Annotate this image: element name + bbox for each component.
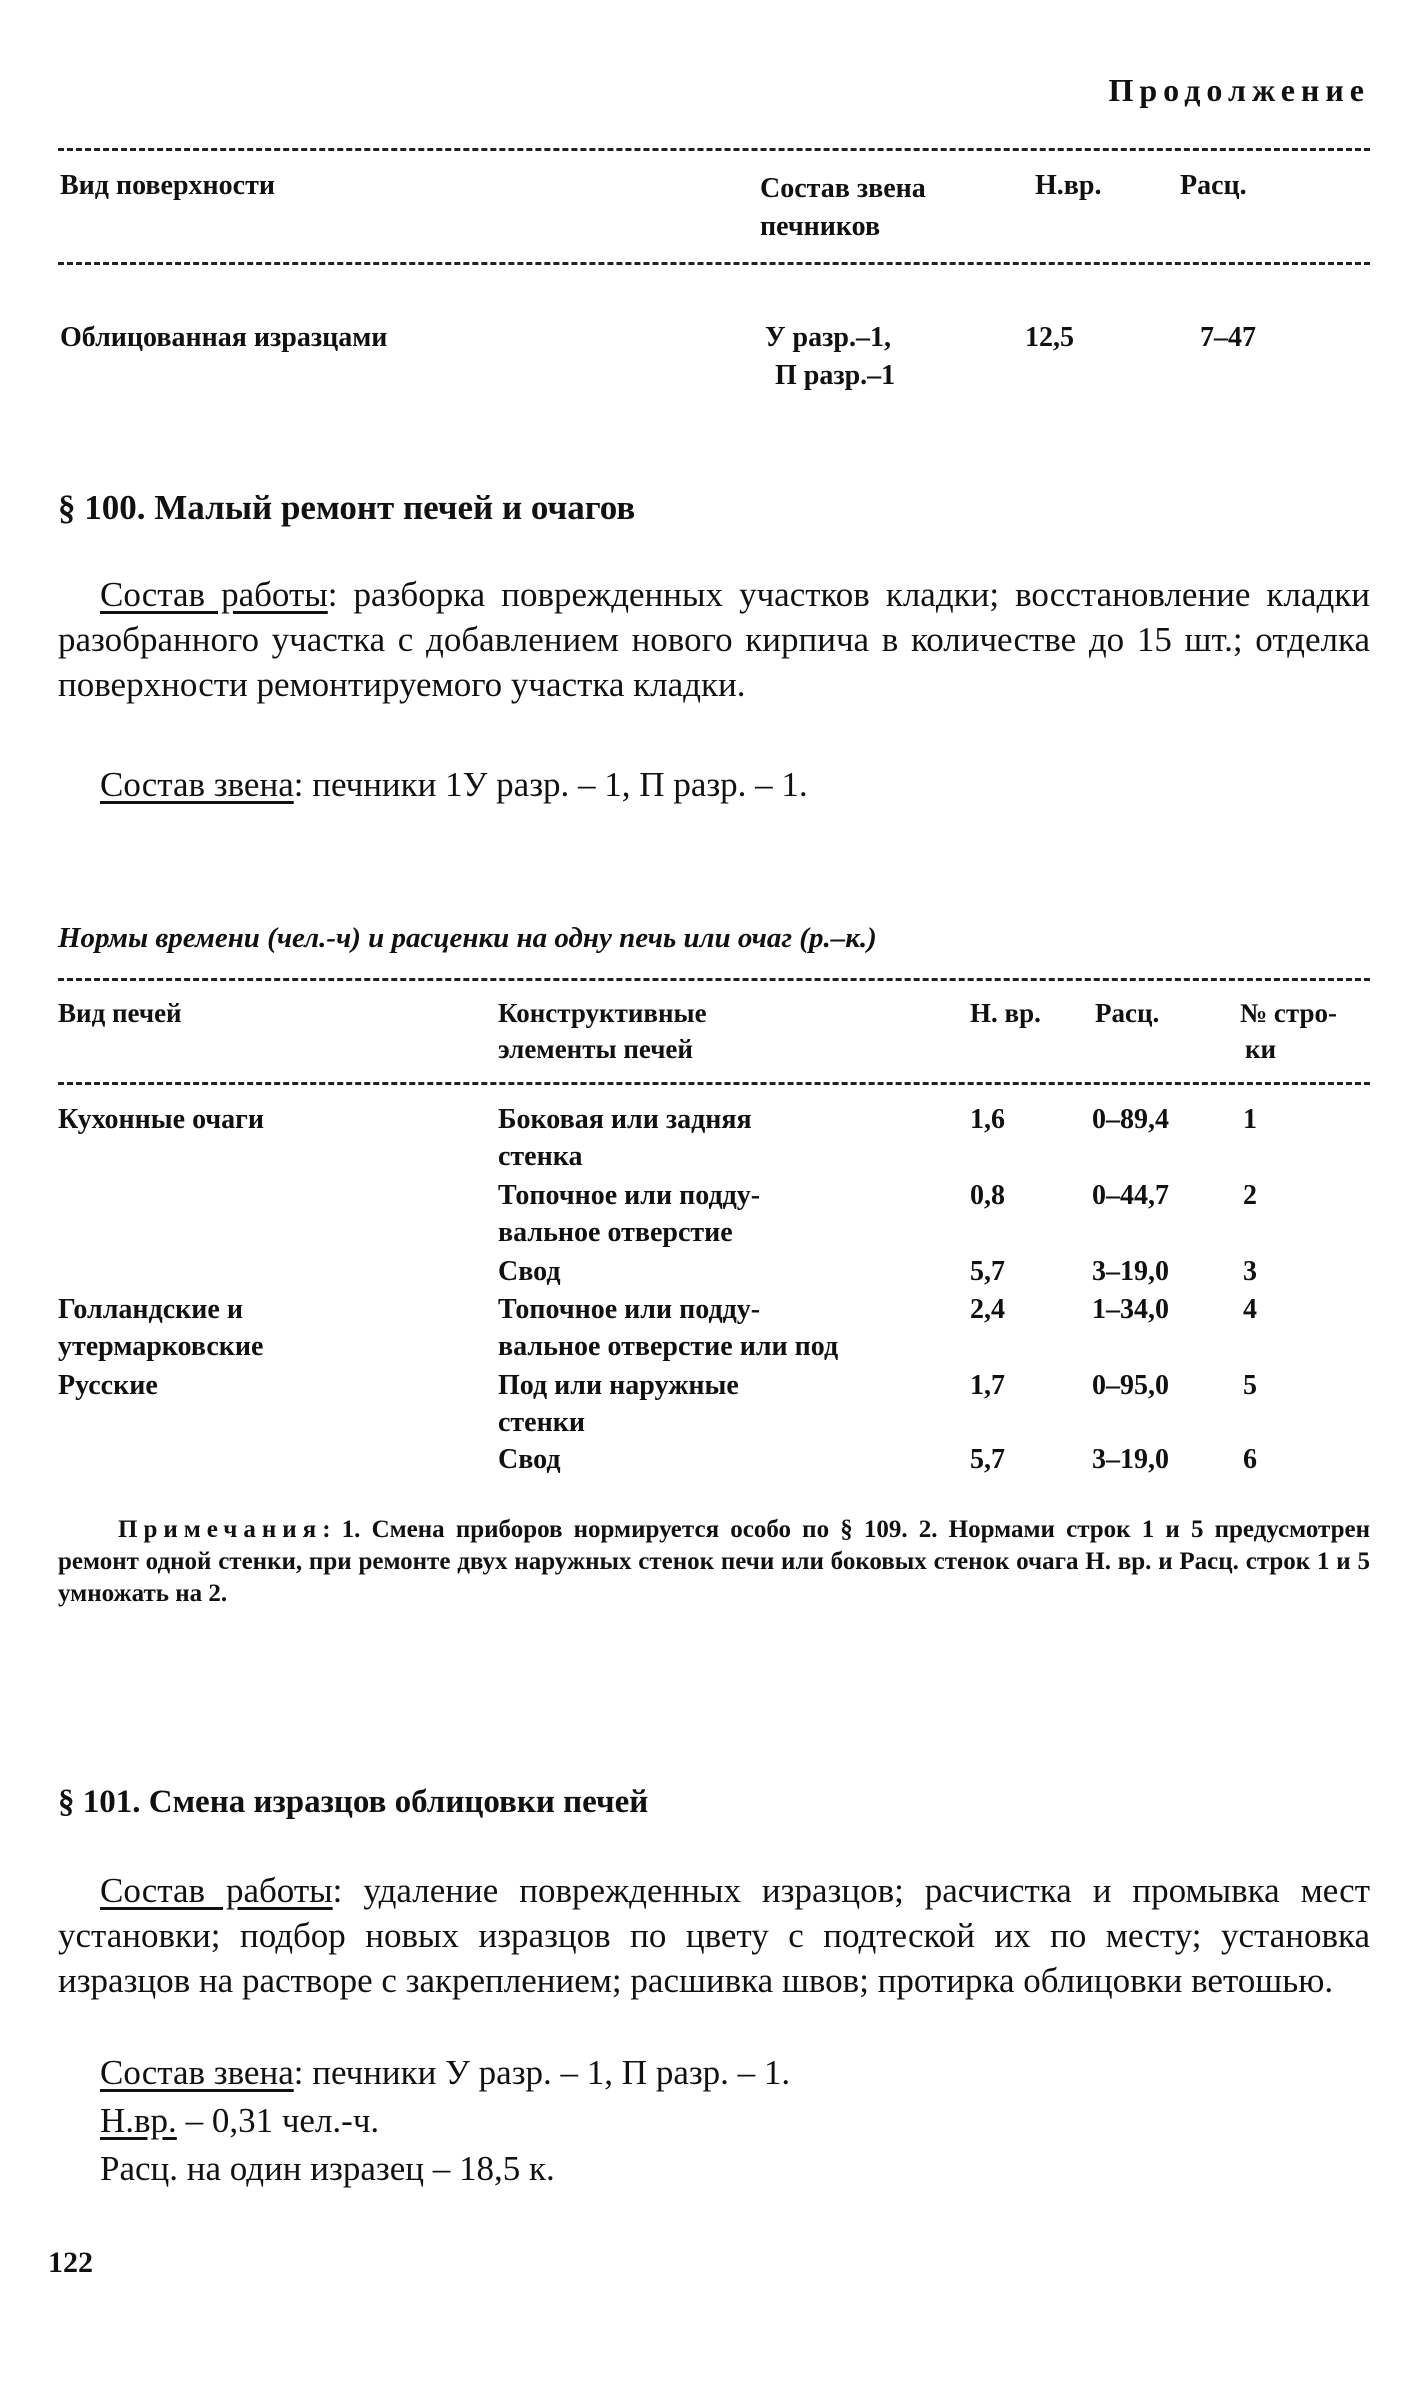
- norms-row-1-num: 1: [1243, 1104, 1257, 1135]
- section-100-crew: [100, 762, 808, 807]
- norms-row-2-hvr: 0,8: [970, 1180, 1005, 1211]
- norms-row-5-element-1: Под или наружные: [498, 1370, 739, 1401]
- norms-row-5-element-2: стенки: [498, 1407, 586, 1438]
- norms-header-num-2: ки: [1245, 1034, 1277, 1064]
- norms-row-3-rate: 3–19,0: [1092, 1256, 1169, 1287]
- norms-row-2-element-2: вальное отверстие: [498, 1217, 733, 1248]
- top-table-rule-mid: [58, 262, 1370, 265]
- norms-row-4-type-2: утермарковские: [58, 1331, 264, 1362]
- top-row-crew-2: П разр.–1: [775, 360, 896, 391]
- section-101-rate: Расц. на один изразец – 18,5 к.: [100, 2149, 555, 2188]
- top-row-surface: Облицованная изразцами: [60, 322, 388, 353]
- norms-row-6-hvr: 5,7: [970, 1444, 1005, 1475]
- norms-row-1-element-1: Боковая или задняя: [498, 1104, 752, 1135]
- section-101-title: § 101. Смена изразцов облицовки печей: [58, 1784, 649, 1820]
- section-100-work-text: : разборка поврежденных участков кладки; восстановление кладки разобранного участка с добавлением нового кирпича в количестве до 15 шт.; отделка поверхности ремонтируемого участка кладки.: [58, 575, 1370, 704]
- norms-row-5-num: 5: [1243, 1370, 1257, 1401]
- section-101-work-label: Состав работы: [100, 1871, 333, 1910]
- norms-row-3-num: 3: [1243, 1256, 1257, 1287]
- section-100-work-label: Состав работы: [100, 575, 328, 614]
- section-101-hvr-text: – 0,31 чел.-ч.: [176, 2101, 380, 2140]
- norms-header-hvr: Н. вр.: [970, 998, 1041, 1028]
- page-number: 122: [48, 2246, 93, 2279]
- norms-rule-top: [58, 978, 1370, 981]
- notes-text: : 1. Смена приборов нормируется особо по § 109. 2. Нормами строк 1 и 5 предусмотрен ремонт одной стенки, при ремонте двух наружных стенок печи или боковых стенок очага Н. вр. и Расц. строк 1 и 5 умножать на 2.: [58, 1516, 1370, 1607]
- norms-row-3-hvr: 5,7: [970, 1256, 1005, 1287]
- norms-header-element-2: элементы печей: [498, 1034, 693, 1064]
- norms-header-rate: Расц.: [1095, 998, 1160, 1028]
- norms-row-6-element-1: Свод: [498, 1444, 561, 1475]
- norms-row-5-rate: 0–95,0: [1092, 1370, 1169, 1401]
- norms-row-3-element-1: Свод: [498, 1256, 561, 1287]
- norms-row-6-rate: 3–19,0: [1092, 1444, 1169, 1475]
- norms-table-caption: Нормы времени (чел.-ч) и расценки на одну печь или очаг (р.–к.): [58, 922, 877, 954]
- norms-header-num-1: № стро-: [1240, 998, 1337, 1028]
- section-101-hvr: [100, 2098, 379, 2143]
- top-row-hvr: 12,5: [1025, 322, 1074, 353]
- section-101-work-text: : удаление поврежденных изразцов; расчистка и промывка мест установки; подбор новых изразцов по цвету с подтеской их по месту; установка изразцов на растворе с закреплением; расшивка швов; протирка облицовки ветошью.: [58, 1871, 1370, 2000]
- section-100-work: [58, 572, 1370, 707]
- section-101-crew-text: : печники У разр. – 1, П разр. – 1.: [293, 2053, 791, 2092]
- section-101-work: [58, 1868, 1370, 2003]
- top-table-rule-top: [58, 148, 1370, 151]
- section-100-title: § 100. Малый ремонт печей и очагов: [58, 488, 636, 527]
- norms-header-element-1: Конструктивные: [498, 998, 707, 1028]
- norms-row-2-rate: 0–44,7: [1092, 1180, 1169, 1211]
- norms-row-4-rate: 1–34,0: [1092, 1294, 1169, 1325]
- norms-row-4-element-1: Топочное или подду-: [498, 1294, 761, 1325]
- norms-row-4-num: 4: [1243, 1294, 1257, 1325]
- norms-header-type: Вид печей: [58, 998, 182, 1028]
- norms-row-4-hvr: 2,4: [970, 1294, 1005, 1325]
- top-header-hvr: Н.вр.: [1035, 170, 1102, 201]
- norms-row-2-num: 2: [1243, 1180, 1257, 1211]
- section-100-crew-text: : печники 1У разр. – 1, П разр. – 1.: [293, 765, 808, 804]
- norms-row-1-hvr: 1,6: [970, 1104, 1005, 1135]
- section-101-hvr-label: Н.вр.: [100, 2101, 177, 2140]
- norms-row-1-element-2: стенка: [498, 1141, 583, 1172]
- norms-row-5-hvr: 1,7: [970, 1370, 1005, 1401]
- norms-row-5-type: Русские: [58, 1370, 158, 1401]
- top-header-surface: Вид поверхности: [60, 170, 275, 201]
- top-header-rate: Расц.: [1180, 170, 1247, 201]
- continuation-label: Продолжение: [1108, 72, 1370, 108]
- norms-row-4-type-1: Голландские и: [58, 1294, 243, 1325]
- norms-row-1-rate: 0–89,4: [1092, 1104, 1169, 1135]
- section-101-crew-label: Состав звена: [100, 2053, 294, 2092]
- norms-row-2-element-1: Топочное или подду-: [498, 1180, 761, 1211]
- section-100-crew-label: Состав звена: [100, 765, 294, 804]
- section-101-crew: [100, 2050, 790, 2095]
- top-row-crew-1: У разр.–1,: [765, 322, 891, 353]
- top-row-rate: 7–47: [1200, 322, 1256, 353]
- norms-row-6-num: 6: [1243, 1444, 1257, 1475]
- norms-row-1-type: Кухонные очаги: [58, 1104, 265, 1135]
- norms-rule-mid: [58, 1082, 1370, 1085]
- notes-label: Примечания: [118, 1516, 323, 1543]
- norms-row-4-element-2: вальное отверстие или под: [498, 1331, 839, 1362]
- norms-notes: [58, 1514, 1370, 1610]
- top-header-crew: Состав звена печников: [760, 173, 926, 242]
